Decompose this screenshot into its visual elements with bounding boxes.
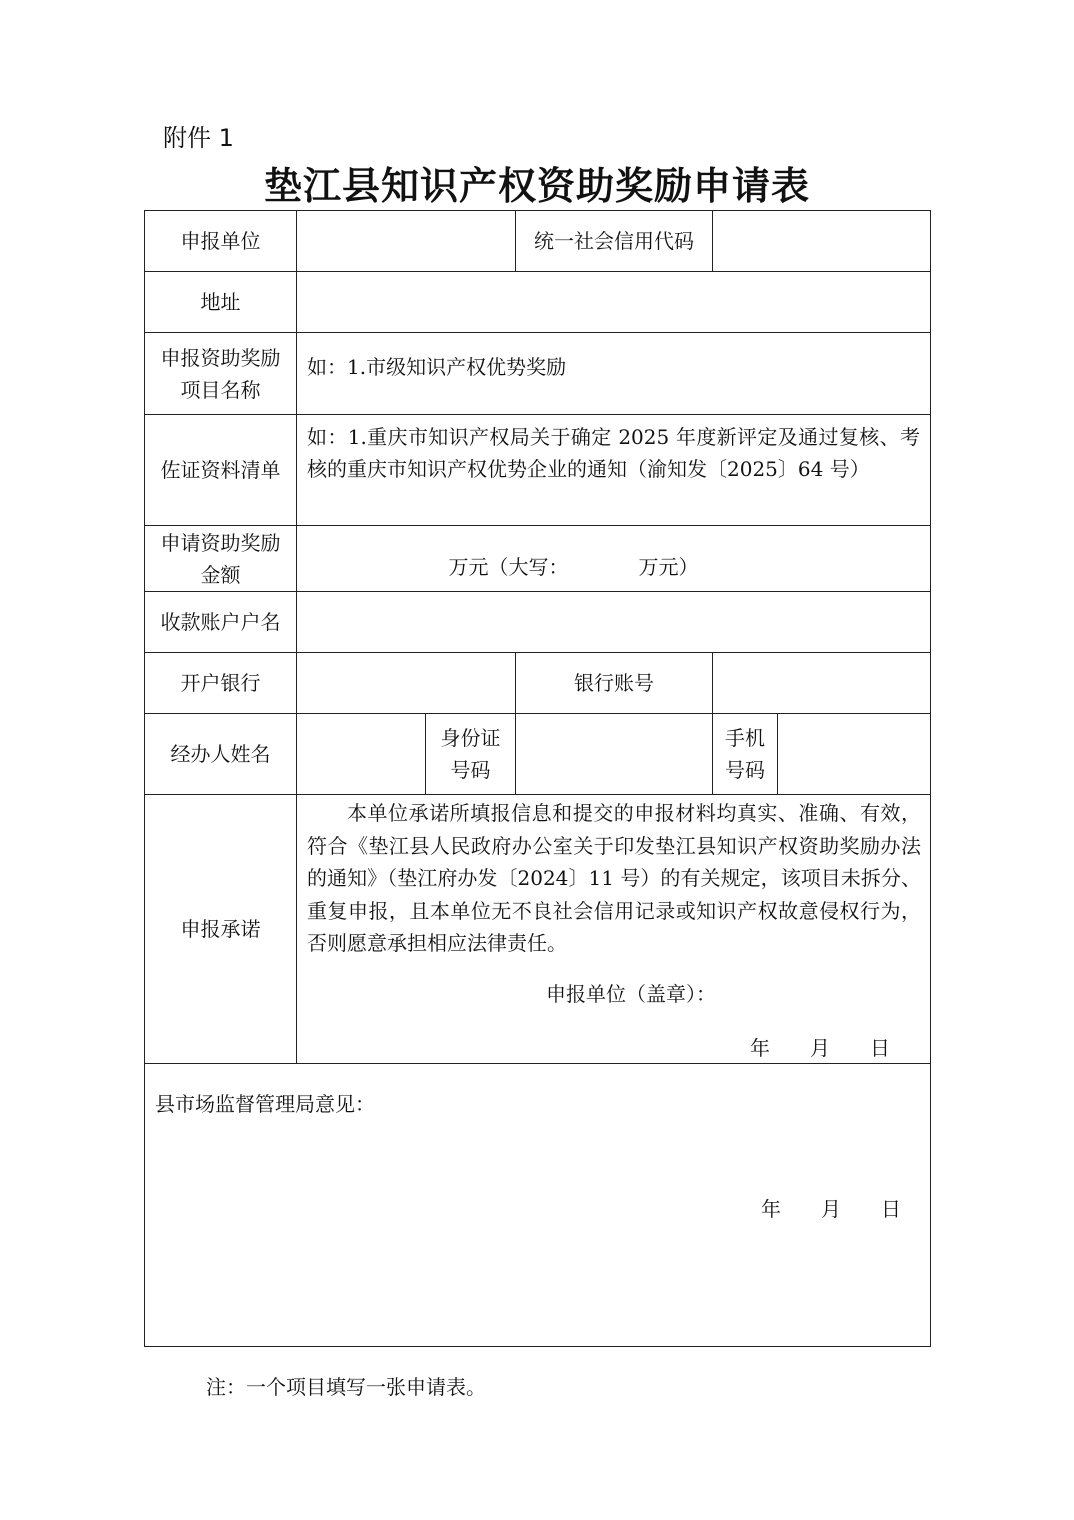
evidence-field[interactable]: 如：1.重庆市知识产权局关于确定 2025 年度新评定及通过复核、考核的重庆市知识产权优势企业的通知（渝知发〔2025〕64 号） (296, 414, 931, 526)
opinion-date: 年 月 日 (761, 1197, 901, 1221)
phone-label: 手机号码 (712, 713, 778, 795)
account-name-field[interactable] (296, 591, 931, 653)
opinion-label: 县市场监督管理局意见： (155, 1092, 375, 1116)
applicant-label: 申报单位 (144, 210, 297, 272)
handler-label: 经办人姓名 (144, 713, 297, 795)
amount-label: 申请资助奖励金额 (144, 525, 297, 592)
evidence-label: 佐证资料清单 (144, 414, 297, 526)
bank-account-field[interactable] (712, 652, 931, 714)
promise-date: 年 月 日 (750, 1036, 890, 1060)
credit-code-label: 统一社会信用代码 (515, 210, 713, 272)
id-label: 身份证号码 (425, 713, 516, 795)
bank-label: 开户银行 (144, 652, 297, 714)
bank-field[interactable] (296, 652, 516, 714)
account-name-label: 收款账户户名 (144, 591, 297, 653)
applicant-field[interactable] (296, 210, 516, 272)
bank-account-label: 银行账号 (515, 652, 713, 714)
handler-field[interactable] (296, 713, 426, 795)
footnote: 注：一个项目填写一张申请表。 (206, 1375, 486, 1399)
amount-field[interactable]: 万元（大写： 万元） (296, 525, 931, 592)
address-field[interactable] (296, 271, 931, 333)
attachment-label: 附件 1 (163, 124, 234, 152)
id-field[interactable] (515, 713, 713, 795)
seal-text: 申报单位（盖章）： (546, 982, 716, 1006)
project-label: 申报资助奖励项目名称 (144, 332, 297, 415)
promise-label: 申报承诺 (144, 794, 297, 1064)
credit-code-field[interactable] (712, 210, 931, 272)
project-field[interactable]: 如：1.市级知识产权优势奖励 (296, 332, 931, 415)
address-label: 地址 (144, 271, 297, 333)
promise-text: 本单位承诺所填报信息和提交的申报材料均真实、准确、有效，符合《垫江县人民政府办公室关于印发垫江县知识产权资助奖励办法的通知》（垫江府办发〔2024〕11 号）的有关规定，该项目未拆分、重复申报，且本单位无不良社会信用记录或知识产权故意侵权行为，否则愿意承担相应法律责任。 (307, 801, 921, 955)
phone-field[interactable] (777, 713, 931, 795)
form-title: 垫江县知识产权资助奖励申请表 (263, 163, 810, 208)
